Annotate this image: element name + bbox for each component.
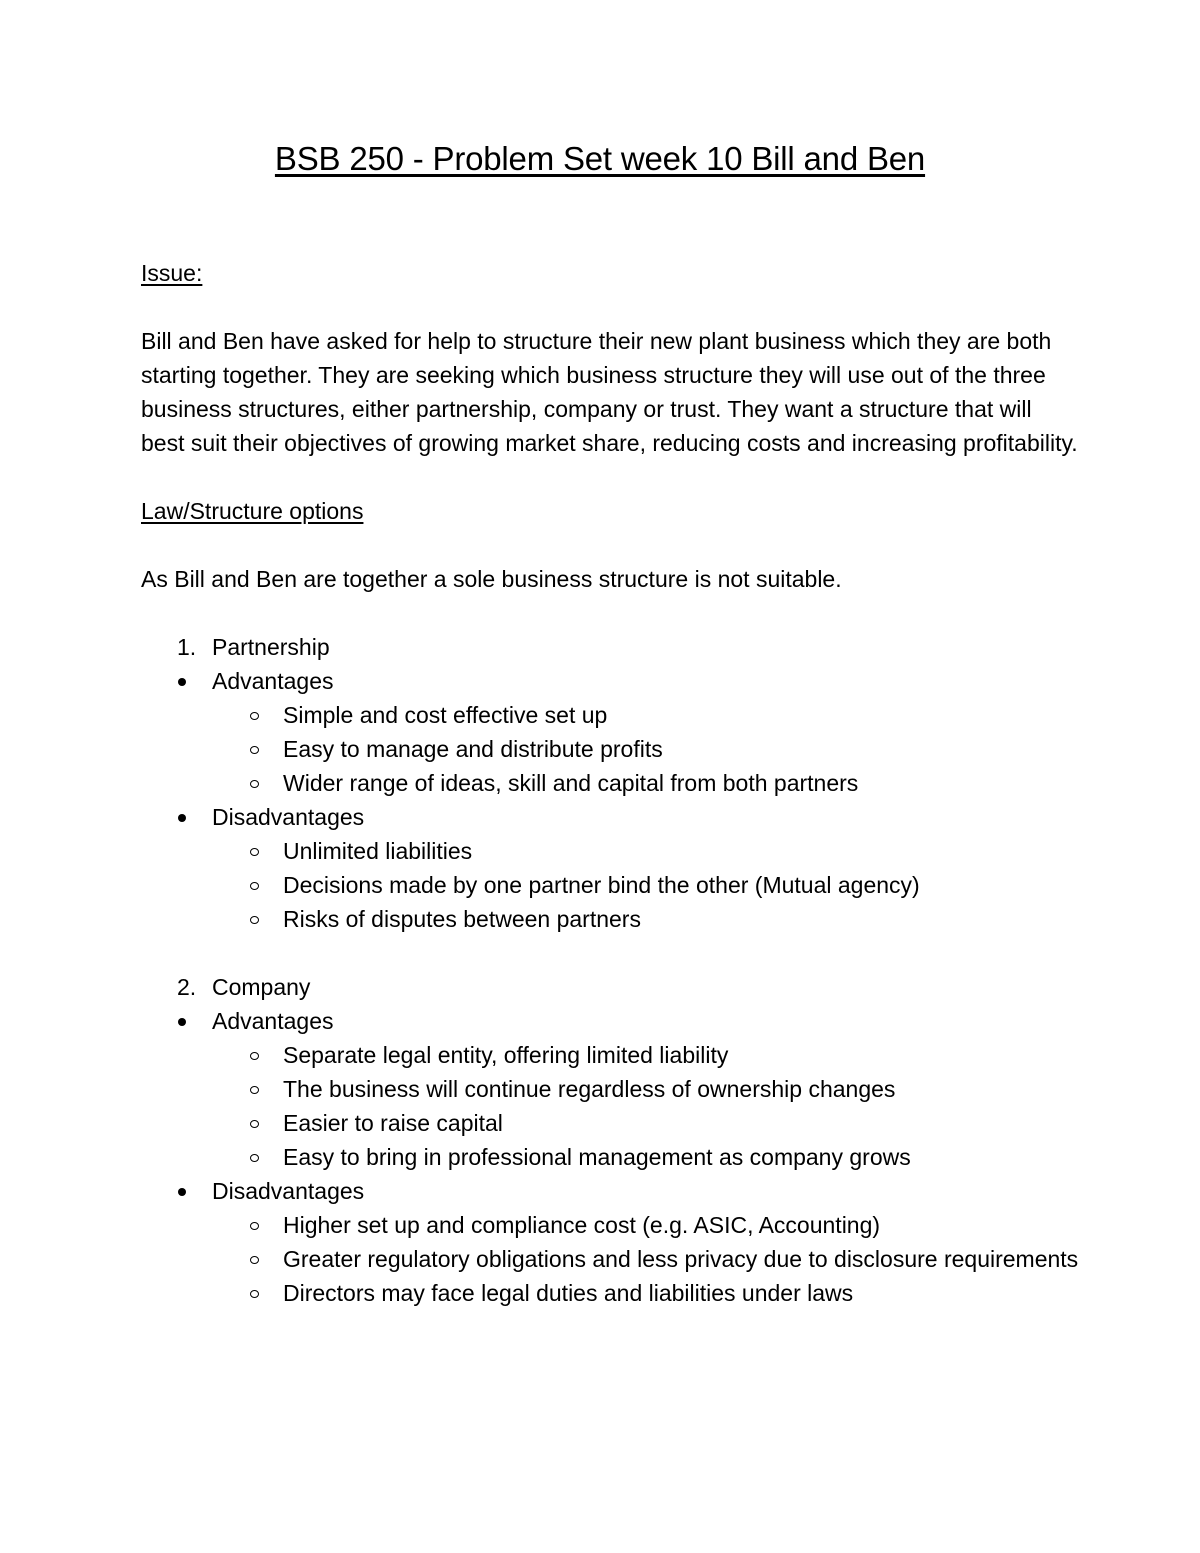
advantage-text: Easy to manage and distribute profits [283,736,663,762]
disadvantage-text: Decisions made by one partner bind the other (Mutual agency) [283,872,920,898]
option-name: Company [212,974,311,1000]
hollow-bullet-icon [250,1052,259,1060]
list-item [141,834,1081,868]
hollow-bullet-icon [250,1120,259,1128]
list-item [141,800,1081,834]
list-item [141,698,1081,732]
filled-bullet-icon [178,814,186,822]
hollow-bullet-icon [250,848,259,856]
advantage-text: Easier to raise capital [283,1110,503,1136]
hollow-bullet-icon [250,1086,259,1094]
hollow-bullet-icon [250,1290,259,1298]
list-item [141,1140,1081,1174]
advantage-text: The business will continue regardless of ownership changes [283,1076,896,1102]
list-item [141,1276,1081,1310]
advantages-label: Advantages [212,668,334,694]
law-heading: Law/Structure options [141,498,364,524]
list-item [141,732,1081,766]
hollow-bullet-icon [250,746,259,754]
list-item [141,868,1081,902]
filled-bullet-icon [178,1018,186,1026]
document-title: BSB 250 - Problem Set week 10 Bill and Ben [274,140,926,177]
list-item [141,1242,1081,1276]
hollow-bullet-icon [250,780,259,788]
list-item [141,664,1081,698]
advantage-text: Easy to bring in professional management as company grows [283,1144,911,1170]
disadvantage-text: Higher set up and compliance cost (e.g. ASIC, Accounting) [283,1212,881,1238]
list-item [141,1174,1081,1208]
list-item [141,1038,1081,1072]
disadvantages-label: Disadvantages [212,804,365,830]
issue-paragraph: Bill and Ben have asked for help to structure their new plant business which they are both starting together. They are seeking which business structure they will use out of the three business structures, either partnership, company or trust. They want a structure that will best suit their objectives of growing market share, reducing costs and increasing profitability. [141,328,1078,456]
filled-bullet-icon [178,678,186,686]
law-intro: As Bill and Ben are together a sole business structure is not suitable. [141,566,842,592]
list-item [141,1004,1081,1038]
issue-heading: Issue: [141,260,203,286]
disadvantages-label: Disadvantages [212,1178,365,1204]
disadvantage-text: Risks of disputes between partners [283,906,641,932]
hollow-bullet-icon [250,712,259,720]
option-name: Partnership [212,634,330,660]
list-item [141,1208,1081,1242]
advantage-text: Separate legal entity, offering limited liability [283,1042,729,1068]
hollow-bullet-icon [250,1222,259,1230]
disadvantage-text: Unlimited liabilities [283,838,473,864]
hollow-bullet-icon [250,882,259,890]
disadvantage-text: Directors may face legal duties and liabilities under laws [283,1280,854,1306]
hollow-bullet-icon [250,916,259,924]
advantage-text: Simple and cost effective set up [283,702,608,728]
list-number: 2. [177,974,197,1000]
list-item [141,902,1081,936]
advantages-label: Advantages [212,1008,334,1034]
hollow-bullet-icon [250,1256,259,1264]
list-number: 1. [177,634,197,660]
document-body [141,256,1081,1310]
list-item [141,1106,1081,1140]
option-partnership [141,630,1081,664]
list-item [141,766,1081,800]
disadvantage-text: Greater regulatory obligations and less privacy due to disclosure requirements [283,1246,1079,1272]
advantage-text: Wider range of ideas, skill and capital from both partners [283,770,859,796]
option-company [141,970,1081,1004]
list-item [141,1072,1081,1106]
hollow-bullet-icon [250,1154,259,1162]
filled-bullet-icon [178,1188,186,1196]
